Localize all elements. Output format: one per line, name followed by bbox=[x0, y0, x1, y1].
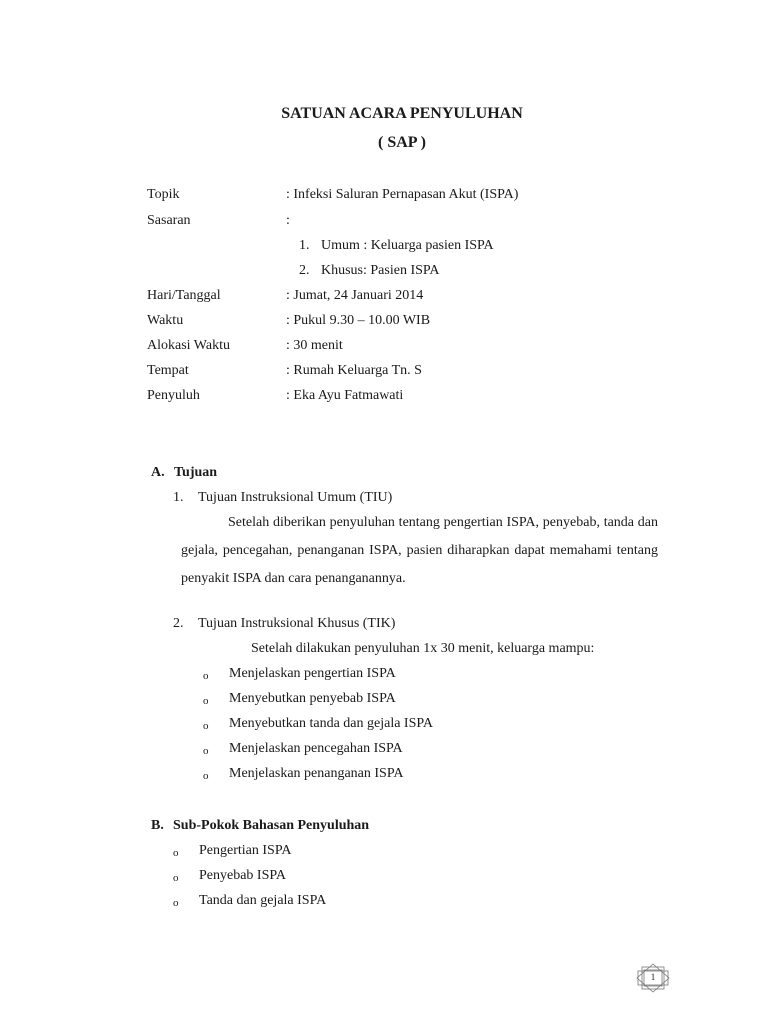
info-value-sasaran: : bbox=[286, 213, 290, 228]
section-b-letter: B. bbox=[151, 818, 164, 833]
info-label-sasaran: Sasaran bbox=[147, 213, 191, 228]
subpokok-item-3: Tanda dan gejala ISPA bbox=[199, 893, 327, 908]
section-a-heading: Tujuan bbox=[174, 465, 218, 480]
sasaran-item-1: Umum : Keluarga pasien ISPA bbox=[321, 238, 494, 253]
subpokok-bullet-2: o bbox=[173, 872, 179, 884]
page-number: 1 bbox=[650, 972, 656, 982]
sasaran-num-2: 2. bbox=[299, 263, 310, 278]
subpokok-item-2: Penyebab ISPA bbox=[199, 868, 286, 883]
section-b-heading: Sub-Pokok Bahasan Penyuluhan bbox=[173, 818, 370, 833]
tiu-paragraph bbox=[181, 509, 658, 593]
info-value-hari-tanggal: : Jumat, 24 Januari 2014 bbox=[286, 288, 424, 303]
tik-bullet-5: o bbox=[203, 770, 209, 782]
document-subtitle: ( SAP ) bbox=[378, 134, 426, 151]
tik-item-3: Menyebutkan tanda dan gejala ISPA bbox=[229, 716, 433, 731]
tik-num: 2. bbox=[173, 616, 184, 631]
tik-heading: Tujuan Instruksional Khusus (TIK) bbox=[198, 616, 396, 631]
info-value-topik: : Infeksi Saluran Pernapasan Akut (ISPA) bbox=[286, 187, 519, 202]
tik-item-2: Menyebutkan penyebab ISPA bbox=[229, 691, 396, 706]
info-value-waktu: : Pukul 9.30 – 10.00 WIB bbox=[286, 313, 431, 328]
sasaran-item-2: Khusus: Pasien ISPA bbox=[321, 263, 440, 278]
info-value-tempat: : Rumah Keluarga Tn. S bbox=[286, 363, 422, 378]
subpokok-item-1: Pengertian ISPA bbox=[199, 843, 292, 858]
info-label-tempat: Tempat bbox=[147, 363, 189, 378]
info-label-topik: Topik bbox=[147, 187, 180, 202]
info-label-hari-tanggal: Hari/Tanggal bbox=[147, 288, 221, 303]
tik-item-1: Menjelaskan pengertian ISPA bbox=[229, 666, 396, 681]
tik-intro: Setelah dilakukan penyuluhan 1x 30 menit, keluarga mampu: bbox=[251, 641, 595, 656]
info-value-alokasi-waktu: : 30 menit bbox=[286, 338, 343, 353]
tik-bullet-4: o bbox=[203, 745, 209, 757]
tik-bullet-2: o bbox=[203, 695, 209, 707]
info-label-penyuluh: Penyuluh bbox=[147, 388, 200, 403]
info-value-penyuluh: : Eka Ayu Fatmawati bbox=[286, 388, 404, 403]
section-a-letter: A. bbox=[151, 465, 165, 480]
tiu-heading: Tujuan Instruksional Umum (TIU) bbox=[198, 490, 393, 505]
tiu-paragraph-text: Setelah diberikan penyuluhan tentang pengertian ISPA, penyebab, tanda dan gejala, pencegahan, penanganan ISPA, pasien diharapkan dapat memahami tentang penyakit ISPA dan cara penanganannya. bbox=[181, 515, 658, 586]
document-title: SATUAN ACARA PENYULUHAN bbox=[281, 105, 523, 122]
subpokok-bullet-1: o bbox=[173, 847, 179, 859]
tik-bullet-3: o bbox=[203, 720, 209, 732]
subpokok-bullet-3: o bbox=[173, 897, 179, 909]
tik-item-5: Menjelaskan penanganan ISPA bbox=[229, 766, 404, 781]
info-label-waktu: Waktu bbox=[147, 313, 184, 328]
info-label-alokasi-waktu: Alokasi Waktu bbox=[147, 338, 230, 353]
tiu-num: 1. bbox=[173, 490, 184, 505]
sasaran-num-1: 1. bbox=[299, 238, 310, 253]
page-number-ornament bbox=[634, 963, 672, 993]
tik-bullet-1: o bbox=[203, 670, 209, 682]
tik-item-4: Menjelaskan pencegahan ISPA bbox=[229, 741, 403, 756]
